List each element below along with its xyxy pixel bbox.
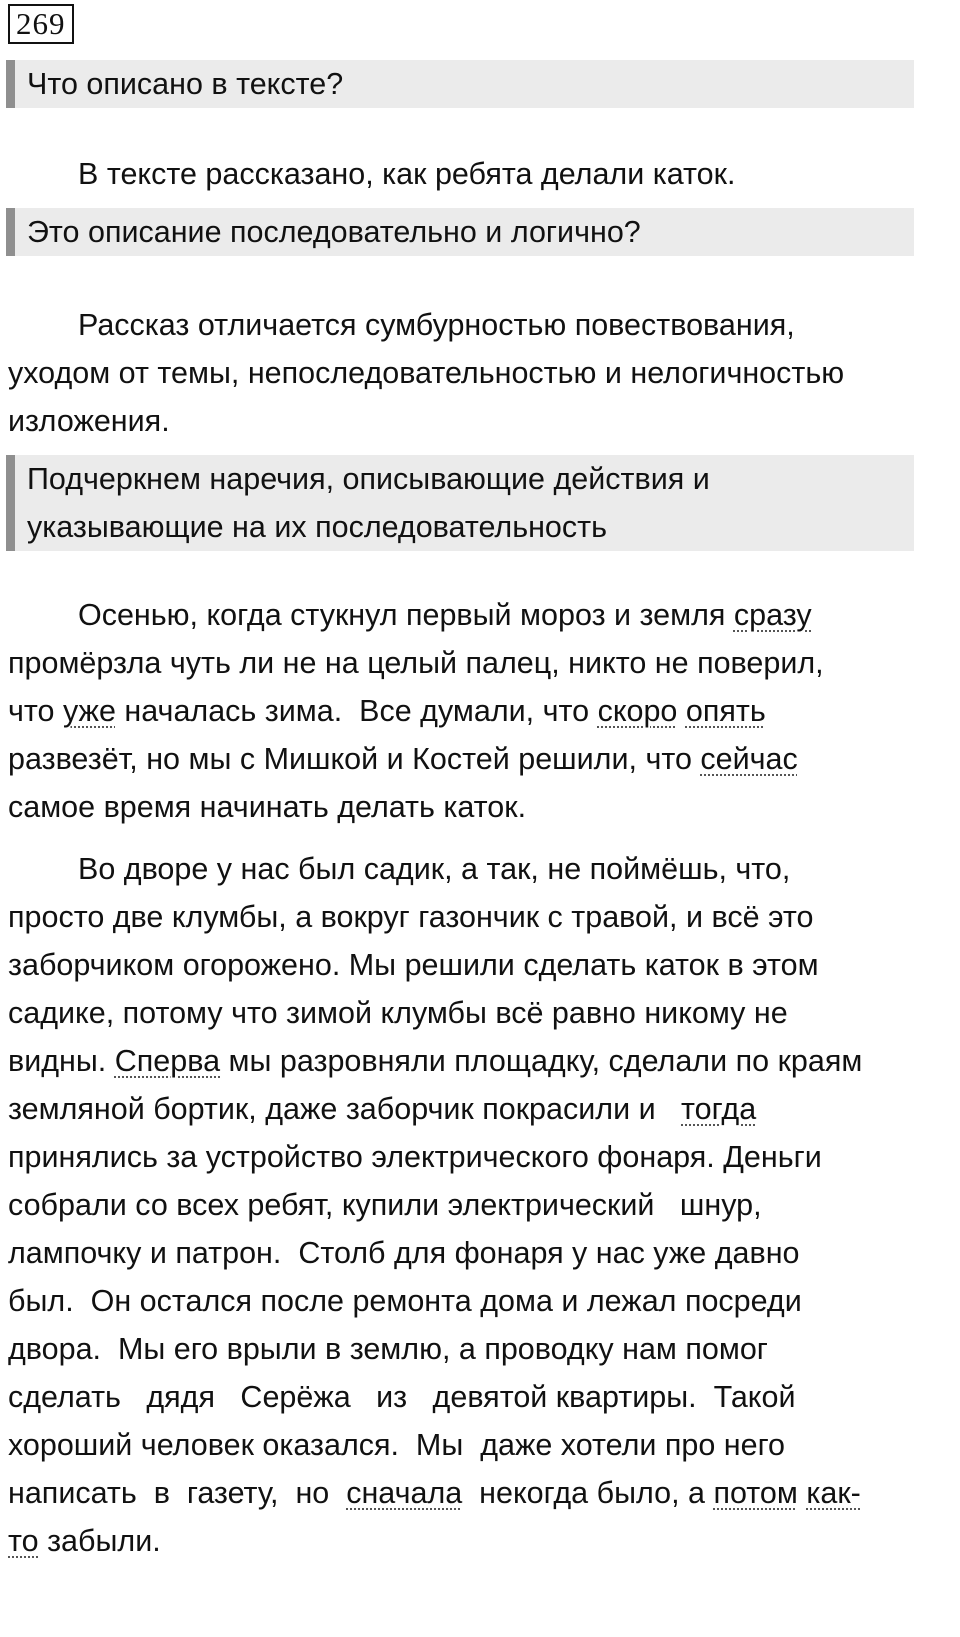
underlined-adverb: сейчас [700,742,798,776]
underlined-adverb: то [8,1524,39,1558]
underlined-adverb: сначала [346,1476,463,1510]
underlined-adverb: сразу [733,598,812,632]
question-3-line: указывающие на их последовательность [27,510,608,544]
text-segment: что [8,694,63,728]
exercise-number: 269 [8,4,74,44]
text-segment: началась зима. Все думали, что [115,694,598,728]
text-segment: Осенью, когда стукнул первый мороз и земля [78,598,734,632]
underlined-adverb: уже [62,694,116,728]
text-segment: двора. Мы его врыли в землю, а проводку нам помог [8,1332,768,1366]
text-segment: принялись за устройство электрического фонаря. Деньги [8,1140,822,1174]
answer-1 [8,150,918,198]
story-line [8,639,918,687]
answer-2-line: уходом от темы, непоследовательностью и нелогичностью [8,356,845,390]
story-line [8,1181,918,1229]
underlined-adverb: тогда [681,1092,757,1126]
story-line [8,1133,918,1181]
text-segment: был. Он остался после ремонта дома и лежал посреди [8,1284,802,1318]
story-line [8,591,918,639]
story-line [8,1229,918,1277]
story-line [8,687,918,735]
answer-2 [8,301,918,445]
story-line [8,1517,918,1565]
story-line [8,941,918,989]
question-3-line: Подчеркнем наречия, описывающие действия и [27,462,710,496]
text-segment: видны. [8,1044,115,1078]
text-segment: лампочку и патрон. Столб для фонаря у нас уже давно [8,1236,800,1270]
answer-2-line: Рассказ отличается сумбурностью повествования, [78,308,795,342]
question-3 [6,455,914,551]
underlined-adverb: опять [685,694,766,728]
underlined-adverb: потом [713,1476,798,1510]
text-segment: промёрзла чуть ли не на целый палец, никто не поверил, [8,646,824,680]
text-segment: самое время начинать делать каток. [8,790,527,824]
text-segment: написать в газету, но [8,1476,347,1510]
underlined-adverb: Сперва [114,1044,221,1078]
text-segment: садике, потому что зимой клумбы всё равно никому не [8,996,788,1030]
story-paragraph-1 [8,591,918,831]
story-line [8,1085,918,1133]
answer-2-line: изложения. [8,404,170,438]
text-segment [677,694,685,728]
story-line [8,735,918,783]
story-line [8,1037,918,1085]
text-segment: Во дворе у нас был садик, а так, не поймёшь, что, [78,852,791,886]
text-segment: сделать дядя Серёжа из девятой квартиры. Такой [8,1380,796,1414]
story-line [8,1277,918,1325]
question-2-text: Это описание последовательно и логично? [27,215,641,249]
answer-1-text: В тексте рассказано, как ребята делали каток. [78,157,736,191]
text-segment: забыли. [38,1524,161,1558]
question-2 [6,208,914,256]
story-line [8,845,918,893]
text-segment: хороший человек оказался. Мы даже хотели про него [8,1428,786,1462]
story-line [8,1469,918,1517]
text-segment: заборчиком огорожено. Мы решили сделать каток в этом [8,948,819,982]
underlined-adverb: скоро [597,694,678,728]
story-line [8,893,918,941]
story-line [8,1373,918,1421]
text-segment: развезёт, но мы с Мишкой и Костей решили, что [8,742,701,776]
text-segment: собрали со всех ребят, купили электрический шнур, [8,1188,762,1222]
story-line [8,989,918,1037]
story-line [8,783,918,831]
question-1 [6,60,914,108]
story-line [8,1325,918,1373]
underlined-adverb: как- [806,1476,861,1510]
text-segment: земляной бортик, даже заборчик покрасили и [8,1092,682,1126]
text-segment: мы разровняли площадку, сделали по краям [220,1044,863,1078]
text-segment: некогда было, а [462,1476,714,1510]
text-segment: просто две клумбы, а вокруг газончик с травой, и всё это [8,900,814,934]
question-1-text: Что описано в тексте? [27,67,344,101]
story-paragraph-2 [8,845,918,1565]
story-line [8,1421,918,1469]
